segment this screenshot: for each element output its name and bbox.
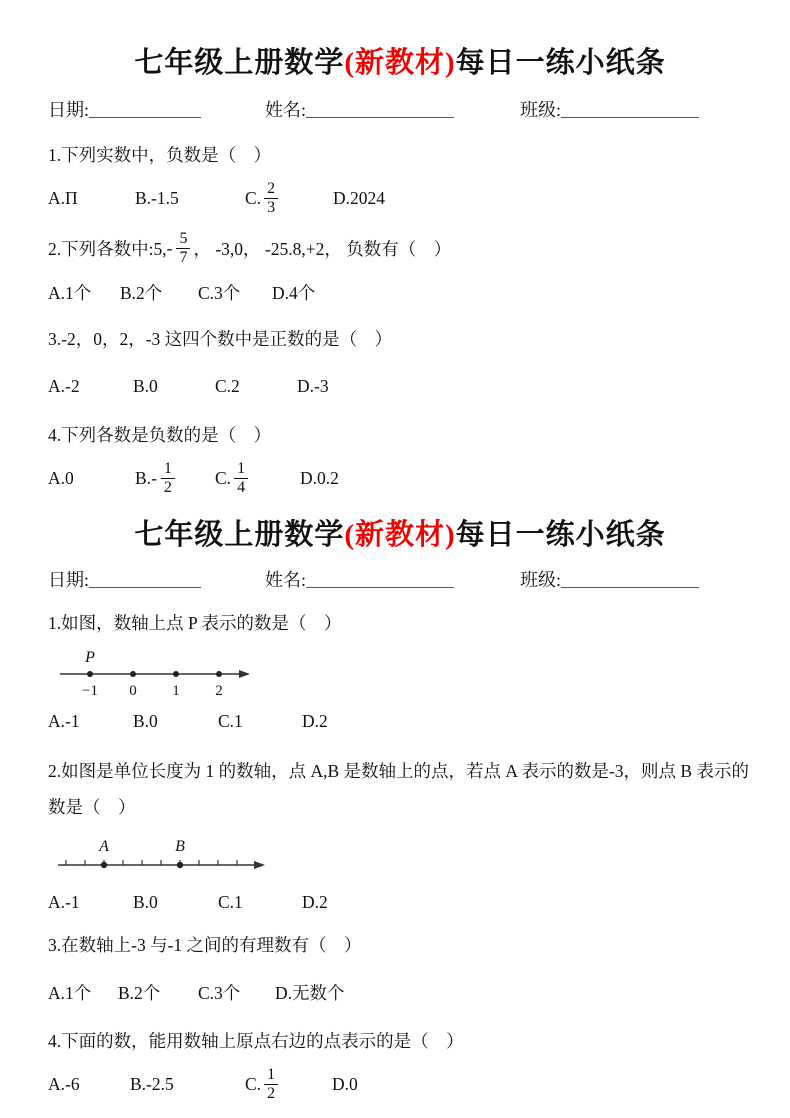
option-b: B.-2.5 bbox=[130, 1073, 174, 1094]
number-line-figure-1 bbox=[56, 648, 752, 707]
options-row bbox=[48, 280, 752, 304]
worksheet-section-2 bbox=[48, 512, 752, 1108]
options-row bbox=[48, 374, 752, 398]
options-row bbox=[48, 709, 752, 733]
minus-sign: - bbox=[166, 237, 173, 258]
date-blank-line bbox=[89, 103, 201, 118]
axis-arrow bbox=[239, 670, 250, 678]
title-highlight: (新教材) bbox=[344, 47, 456, 79]
option-d: D.0 bbox=[332, 1073, 358, 1094]
option-c bbox=[245, 1066, 332, 1103]
name-label: 姓名: bbox=[265, 100, 307, 120]
tick-label: 2 bbox=[215, 683, 223, 699]
option-prefix: C. bbox=[245, 187, 262, 208]
options-row bbox=[48, 980, 752, 1004]
fraction-denominator: 2 bbox=[267, 1084, 276, 1102]
option-b: B.0 bbox=[133, 710, 158, 731]
option-a: A.-1 bbox=[48, 710, 80, 731]
name-blank-line bbox=[306, 573, 454, 588]
point-a-label: A bbox=[99, 838, 109, 855]
axis-arrow bbox=[254, 861, 265, 869]
option-d: D.2 bbox=[302, 710, 328, 731]
number-line-figure-2 bbox=[56, 837, 752, 884]
option-a: A.1个 bbox=[48, 282, 92, 303]
point-p-label: P bbox=[85, 649, 95, 666]
option-c: C.3个 bbox=[198, 982, 241, 1003]
header-fields bbox=[48, 566, 752, 592]
option-c: C.3个 bbox=[198, 282, 241, 303]
fraction bbox=[161, 460, 175, 497]
title-pre: 七年级上册数学 bbox=[134, 47, 345, 79]
fraction-denominator: 4 bbox=[237, 478, 246, 496]
option-b: B.0 bbox=[133, 891, 158, 912]
option-b: B.2个 bbox=[120, 282, 163, 303]
header-fields bbox=[48, 96, 752, 122]
option-a: A.-1 bbox=[48, 891, 80, 912]
tick-label: 1 bbox=[172, 683, 180, 699]
option-a: A.-6 bbox=[48, 1073, 80, 1094]
fraction-denominator: 2 bbox=[163, 478, 172, 496]
minus-sign: - bbox=[151, 467, 157, 488]
date-field bbox=[48, 96, 265, 122]
question-text bbox=[48, 224, 752, 272]
class-field bbox=[520, 96, 699, 122]
question-text-after: ， -3,0， -25.8,+2， 负数有（ ） bbox=[193, 238, 452, 259]
date-field bbox=[48, 566, 265, 592]
option-prefix: C. bbox=[215, 467, 232, 488]
option-b: B.0 bbox=[133, 375, 158, 396]
option-d: D.-3 bbox=[297, 375, 329, 396]
fraction bbox=[264, 180, 278, 217]
class-label: 班级: bbox=[520, 100, 562, 120]
option-c: C.1 bbox=[218, 710, 243, 731]
point-b-label: B bbox=[175, 838, 185, 855]
title-highlight: (新教材) bbox=[344, 519, 456, 551]
section-title bbox=[48, 40, 752, 81]
options-row bbox=[48, 1060, 752, 1108]
tick-label: −1 bbox=[82, 683, 98, 699]
option-a: A.Π bbox=[48, 187, 78, 208]
class-field bbox=[520, 566, 699, 592]
point-dot bbox=[130, 671, 136, 677]
question-text: 3.在数轴上-3 与-1 之间的有理数有（ ） bbox=[48, 935, 362, 955]
option-a: A.0 bbox=[48, 467, 74, 488]
option-d: D.2 bbox=[302, 891, 328, 912]
name-field bbox=[265, 96, 520, 122]
fraction-numerator: 1 bbox=[234, 460, 248, 479]
question-text: 3.-2，0，2，-3 这四个数中是正数的是（ ） bbox=[48, 329, 393, 349]
fraction-numerator: 1 bbox=[161, 460, 175, 479]
option-prefix: B. bbox=[135, 467, 152, 488]
class-blank-line bbox=[561, 573, 699, 588]
options-row bbox=[48, 890, 752, 914]
fraction bbox=[234, 460, 248, 497]
option-a: A.-2 bbox=[48, 375, 80, 396]
number-line-svg bbox=[56, 837, 271, 879]
number-line-svg bbox=[56, 648, 256, 702]
fraction bbox=[264, 1066, 278, 1103]
fraction-numerator: 5 bbox=[176, 230, 190, 249]
class-label: 班级: bbox=[520, 570, 562, 590]
title-post: 每日一练小纸条 bbox=[455, 519, 666, 551]
date-blank-line bbox=[89, 573, 201, 588]
title-pre: 七年级上册数学 bbox=[134, 519, 345, 551]
section-title bbox=[48, 512, 752, 553]
question-text: 1.如图，数轴上点 P 表示的数是（ ） bbox=[48, 613, 342, 633]
option-b: B.2个 bbox=[118, 982, 161, 1003]
date-label: 日期: bbox=[48, 100, 90, 120]
question-text: 4.下列各数是负数的是（ ） bbox=[48, 425, 272, 445]
options-row bbox=[48, 174, 752, 222]
option-d: D.2024 bbox=[333, 187, 386, 208]
option-prefix: C. bbox=[245, 1073, 262, 1094]
option-c: C.1 bbox=[218, 891, 243, 912]
name-field bbox=[265, 566, 520, 592]
point-b-dot bbox=[177, 862, 183, 868]
point-dot bbox=[216, 671, 222, 677]
fraction bbox=[176, 230, 190, 267]
point-dot bbox=[87, 671, 93, 677]
question-text: 4.下面的数，能用数轴上原点右边的点表示的是（ ） bbox=[48, 1031, 464, 1051]
fraction-numerator: 2 bbox=[264, 180, 278, 199]
name-blank-line bbox=[306, 103, 454, 118]
option-b bbox=[135, 460, 215, 497]
fraction-numerator: 1 bbox=[264, 1066, 278, 1085]
option-a: A.1个 bbox=[48, 982, 92, 1003]
question-text-before: 2.下列各数中:5, bbox=[48, 238, 167, 259]
fraction-denominator: 7 bbox=[179, 248, 188, 266]
point-a-dot bbox=[101, 862, 107, 868]
option-d: D.4个 bbox=[272, 282, 316, 303]
option-d: D.无数个 bbox=[275, 982, 345, 1003]
title-post: 每日一练小纸条 bbox=[455, 47, 666, 79]
tick-label: 0 bbox=[129, 683, 137, 699]
worksheet-section-1 bbox=[48, 40, 752, 502]
question-text: 1.下列实数中，负数是（ ） bbox=[48, 145, 272, 165]
option-c: C.2 bbox=[215, 375, 240, 396]
question-text: 2.如图是单位长度为 1 的数轴，点 A,B 是数轴上的点，若点 A 表示的数是-3，则点 B 表示的数是（ ） bbox=[48, 761, 749, 817]
option-c bbox=[245, 180, 333, 217]
point-dot bbox=[173, 671, 179, 677]
option-b: B.-1.5 bbox=[135, 187, 179, 208]
options-row bbox=[48, 454, 752, 502]
option-c bbox=[215, 460, 300, 497]
fraction-denominator: 3 bbox=[267, 198, 276, 216]
date-label: 日期: bbox=[48, 570, 90, 590]
class-blank-line bbox=[561, 103, 699, 118]
name-label: 姓名: bbox=[265, 570, 307, 590]
option-d: D.0.2 bbox=[300, 467, 339, 488]
